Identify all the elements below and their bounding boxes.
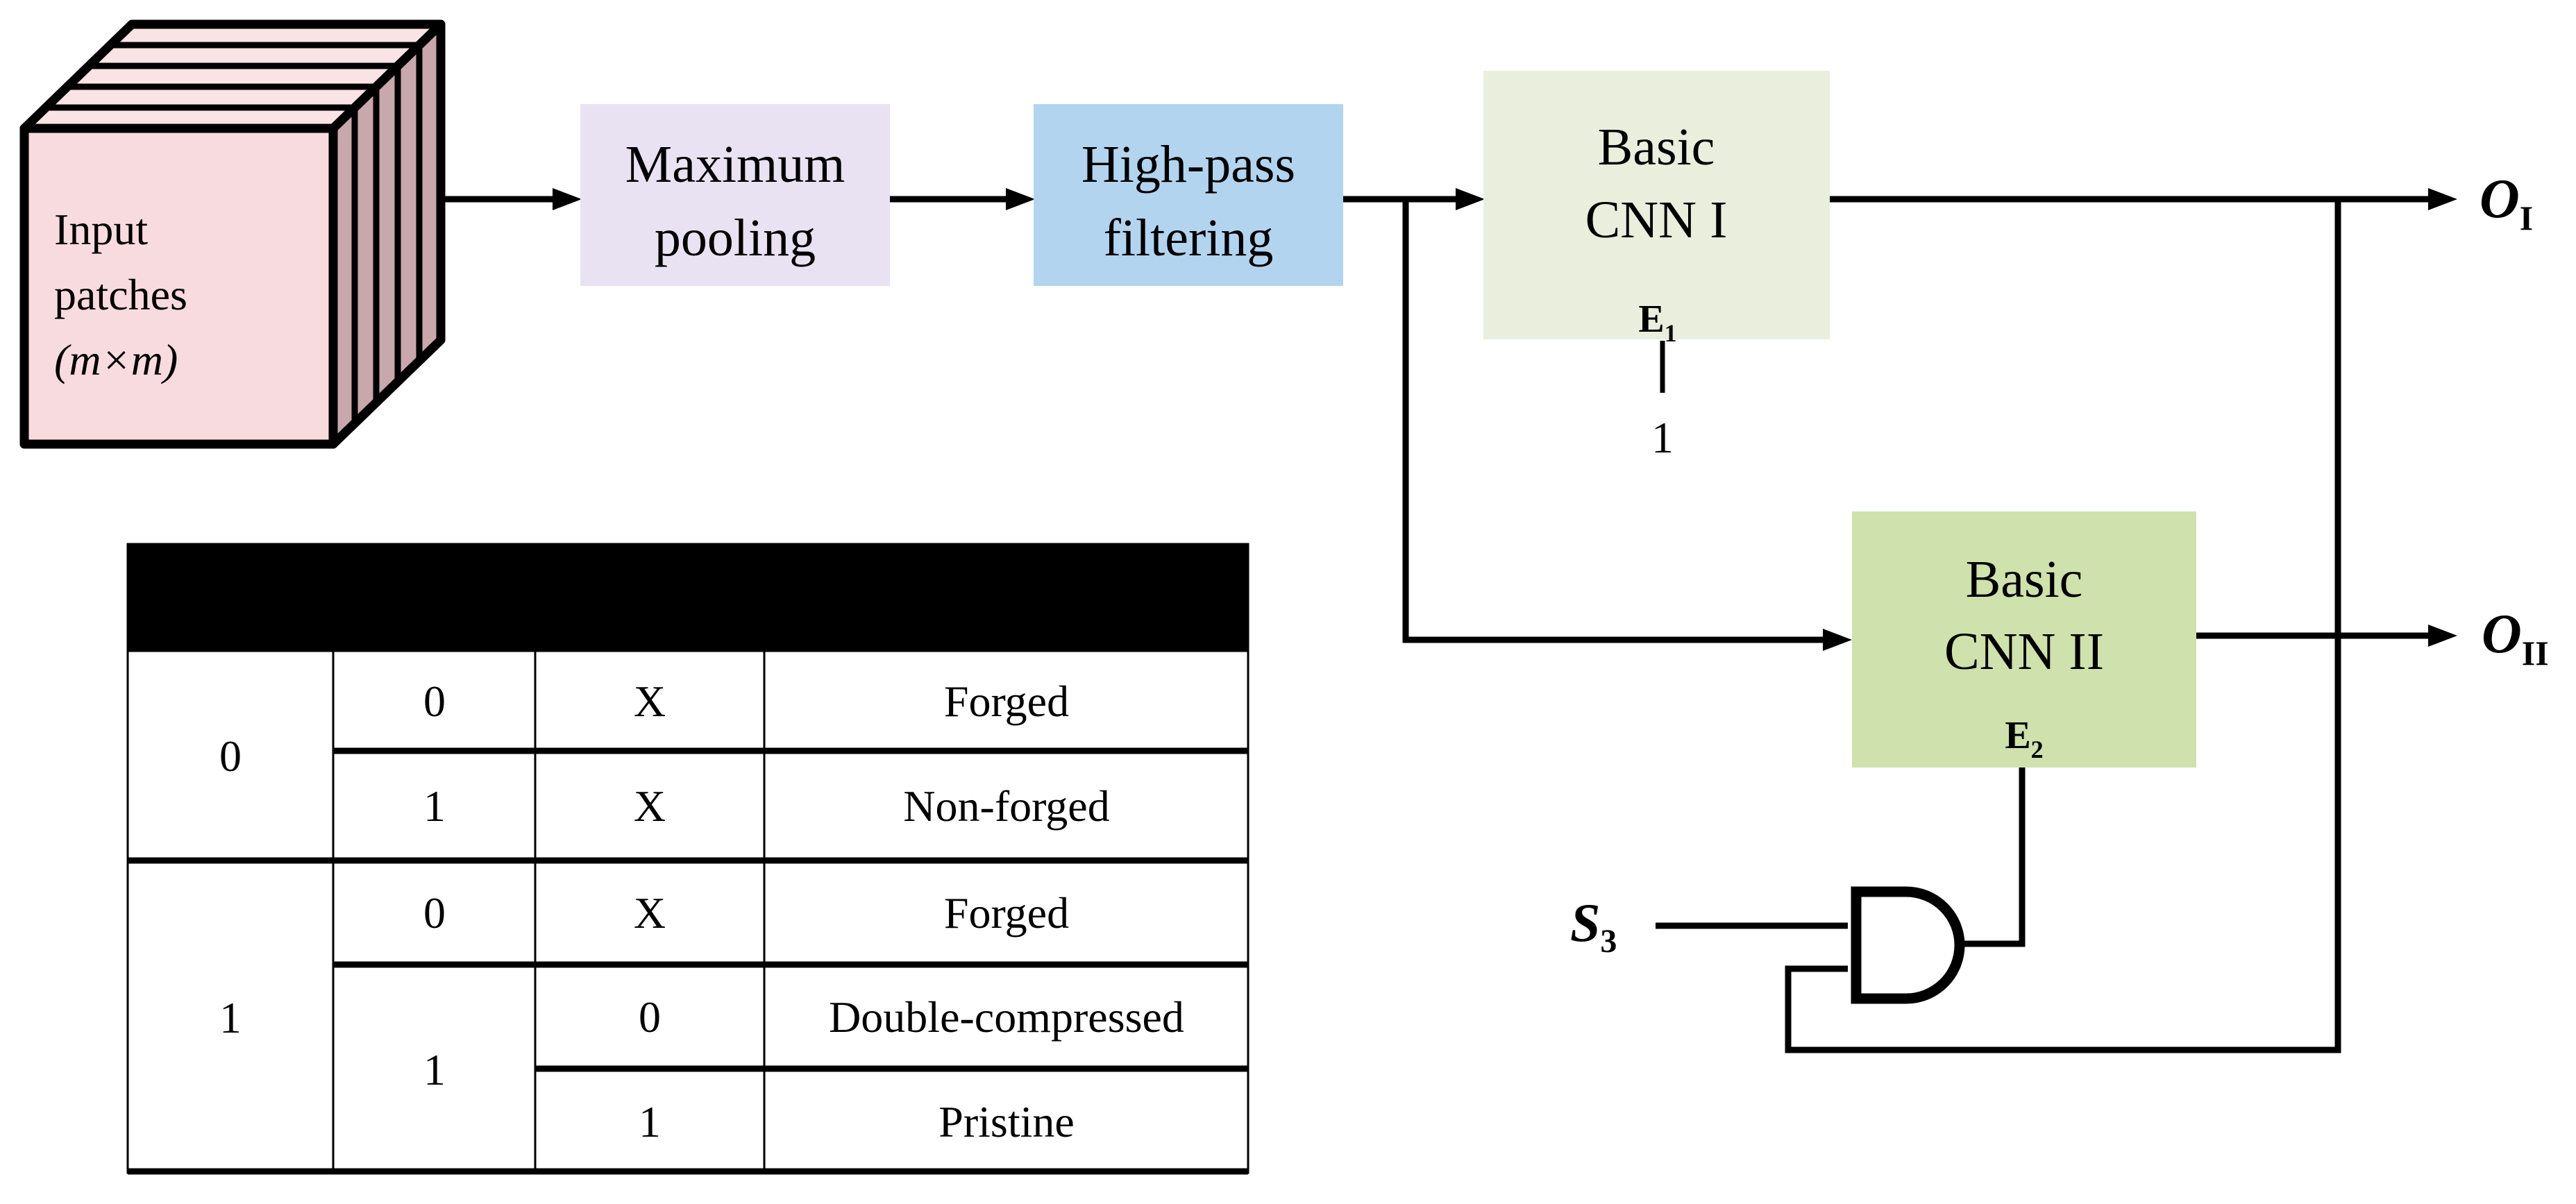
- arrowhead-into-cnn1: [1456, 188, 1485, 210]
- cnn1-constant-input-label: 1: [1651, 413, 1674, 462]
- o2-main: O: [2482, 604, 2522, 665]
- table-header-classification: Classification: [886, 579, 1127, 625]
- cell-r45-o1-span: 1: [423, 1045, 446, 1094]
- cell-r1-classification: Forged: [943, 677, 1070, 726]
- high-pass-label-line1: High-pass: [1081, 135, 1296, 194]
- e2-subscript: 2: [2030, 736, 2044, 763]
- basic-cnn-1-box: [1483, 71, 1830, 462]
- o1-subscript: I: [2519, 198, 2534, 237]
- cell-s3-group0: 0: [219, 731, 242, 781]
- selector-s3-label: [1570, 892, 1617, 960]
- arrowhead-into-highpass: [1006, 188, 1035, 210]
- header-o2-main: O: [624, 579, 655, 625]
- table-cells: [219, 677, 1184, 1146]
- wire-gate-output-to-e2: [1959, 768, 2022, 944]
- table-grid-thin: [128, 651, 1248, 1173]
- basic-cnn-2-box: [1852, 511, 2196, 768]
- cell-r5-classification: Pristine: [938, 1097, 1075, 1146]
- high-pass-label-line2: filtering: [1103, 209, 1274, 267]
- arrowhead-o1-output: [2428, 188, 2457, 210]
- cell-s3-group1: 1: [219, 993, 242, 1042]
- cell-r1-o1: 0: [423, 677, 446, 726]
- arrowhead-into-cnn2: [1823, 629, 1852, 651]
- cell-r3-o1: 0: [423, 888, 446, 938]
- and-gate: [1856, 892, 1960, 999]
- e1-main: E: [1638, 298, 1665, 341]
- o2-subscript: II: [2521, 634, 2549, 672]
- maximum-pooling-label-line1: Maximum: [625, 135, 845, 194]
- e2-main: E: [2005, 714, 2031, 757]
- output-o2-label: [2482, 604, 2549, 672]
- cell-r5-o2: 1: [639, 1097, 661, 1146]
- cube-label-line2: patches: [54, 270, 187, 319]
- cube-label-line1: Input: [54, 205, 149, 254]
- header-s3-main: S: [212, 579, 236, 625]
- cnn1-label-line2: CNN I: [1585, 191, 1728, 249]
- cell-r2-o2: X: [633, 781, 666, 831]
- maximum-pooling-box: [580, 104, 890, 286]
- header-s3-subscript: 3: [235, 604, 249, 634]
- e1-subscript: 1: [1664, 319, 1677, 347]
- cell-r1-o2: X: [633, 677, 666, 726]
- cell-r2-classification: Non-forged: [903, 781, 1110, 831]
- arrowhead-into-pooling: [553, 188, 582, 210]
- cell-r4-classification: Double-compressed: [829, 992, 1184, 1042]
- cell-r3-classification: Forged: [943, 888, 1070, 938]
- maximum-pooling-label-line2: pooling: [654, 209, 816, 267]
- cell-r4-o2: 0: [639, 992, 661, 1042]
- o1-main: O: [2480, 169, 2520, 230]
- cell-r3-o2: X: [633, 888, 666, 938]
- s3-main: S: [1570, 892, 1601, 953]
- input-patches-cube: [24, 24, 441, 444]
- output-o1-label: [2480, 169, 2533, 237]
- cnn2-label-line2: CNN II: [1944, 622, 2105, 681]
- truth-table: [128, 544, 1248, 1173]
- header-o1-main: O: [414, 579, 445, 625]
- high-pass-filtering-box: [1034, 104, 1343, 286]
- header-o1-subscript: I: [444, 604, 455, 634]
- cell-r2-o1: 1: [423, 781, 446, 831]
- s3-subscript: 3: [1600, 923, 1617, 960]
- cnn1-label-line1: Basic: [1597, 118, 1715, 176]
- cnn2-label-line1: Basic: [1965, 550, 2083, 609]
- cube-label-dimensions: (m×m): [54, 335, 178, 384]
- arrowhead-o2-output: [2428, 625, 2457, 647]
- header-o2-subscript: II: [654, 604, 675, 634]
